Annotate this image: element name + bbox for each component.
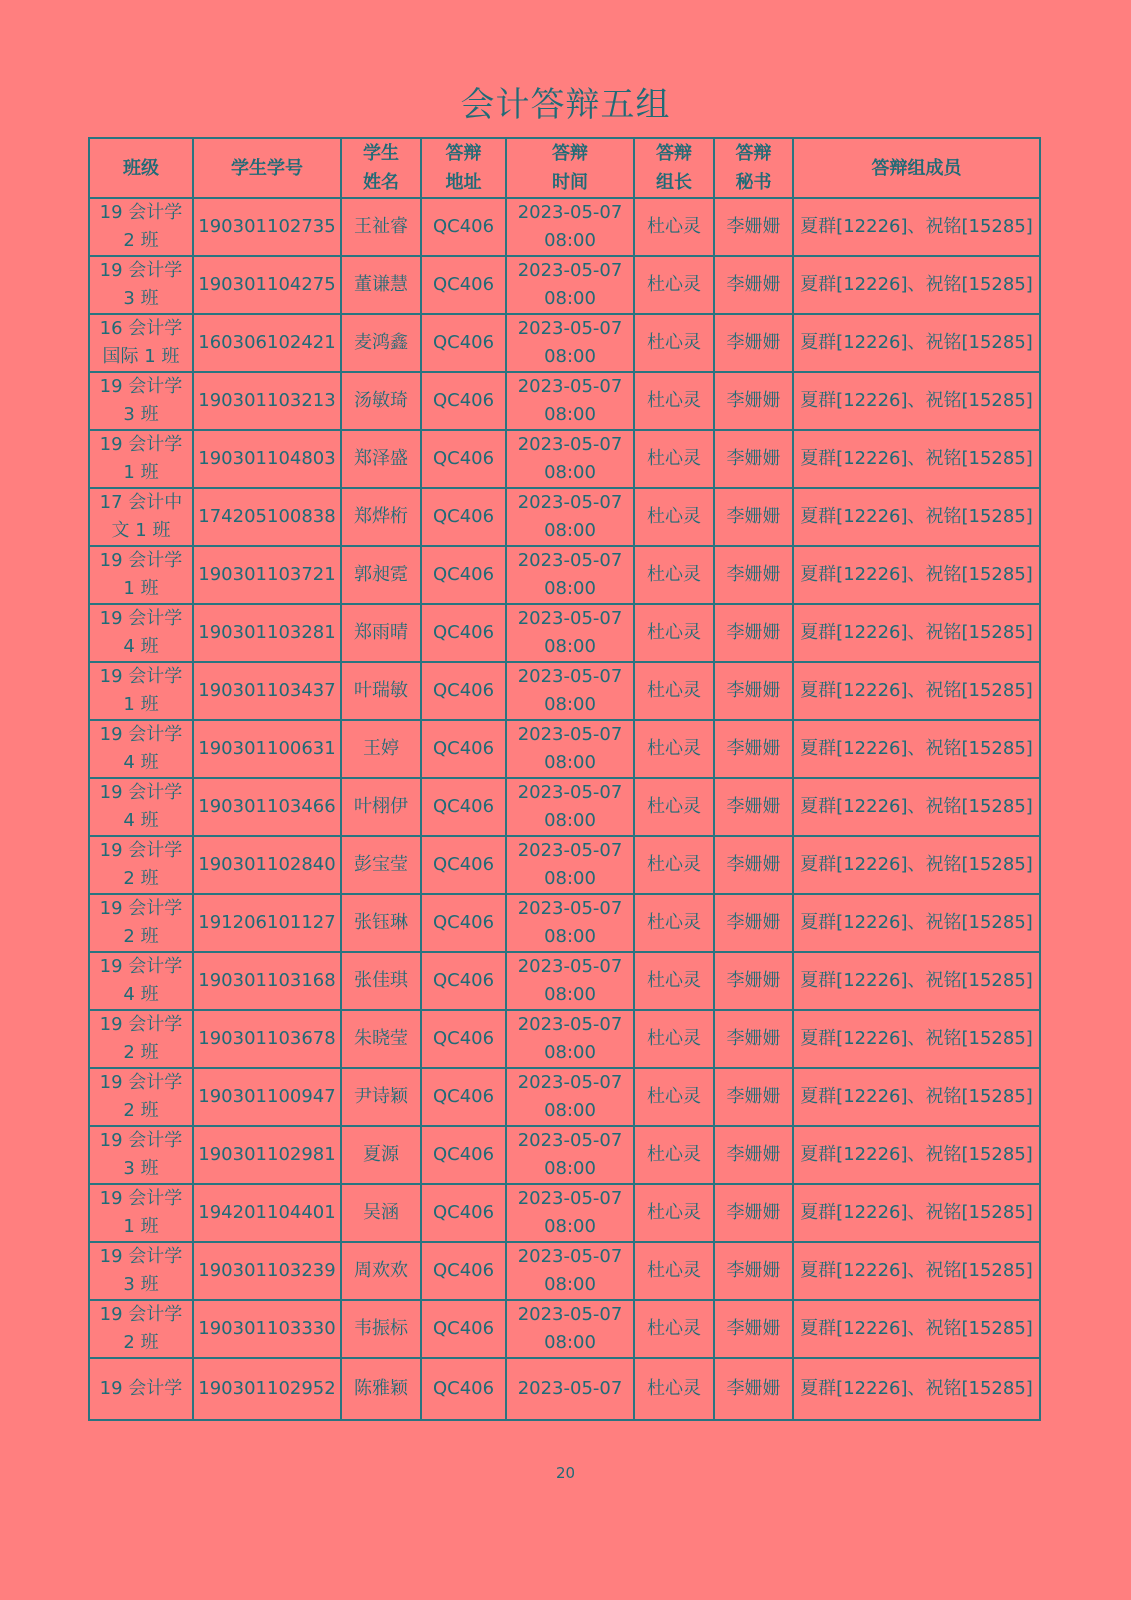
cell-time: 2023-05-07 08:00 <box>506 778 634 836</box>
table-header-row <box>89 138 1040 198</box>
cell-leader: 杜心灵 <box>634 1010 714 1068</box>
table-row <box>89 952 1040 1010</box>
cell-members: 夏群[12226]、祝铭[15285] <box>793 894 1040 952</box>
cell-time: 2023-05-07 08:00 <box>506 1068 634 1126</box>
cell-student-id: 190301102840 <box>193 836 341 894</box>
cell-members: 夏群[12226]、祝铭[15285] <box>793 546 1040 604</box>
cell-class: 19 会计学 2 班 <box>89 894 193 952</box>
cell-leader: 杜心灵 <box>634 1358 714 1420</box>
cell-secretary: 李姗姗 <box>714 546 793 604</box>
cell-student-name: 汤敏琦 <box>341 372 421 430</box>
cell-leader: 杜心灵 <box>634 488 714 546</box>
cell-members: 夏群[12226]、祝铭[15285] <box>793 256 1040 314</box>
cell-leader: 杜心灵 <box>634 604 714 662</box>
cell-location: QC406 <box>421 372 506 430</box>
cell-leader: 杜心灵 <box>634 1242 714 1300</box>
cell-location: QC406 <box>421 836 506 894</box>
cell-leader: 杜心灵 <box>634 314 714 372</box>
cell-student-id: 190301102952 <box>193 1358 341 1420</box>
cell-location: QC406 <box>421 546 506 604</box>
cell-student-name: 彭宝莹 <box>341 836 421 894</box>
cell-student-name: 郭昶霓 <box>341 546 421 604</box>
cell-time: 2023-05-07 08:00 <box>506 198 634 256</box>
table-row <box>89 1358 1040 1420</box>
page-title: 会计答辩五组 <box>460 85 671 125</box>
cell-leader: 杜心灵 <box>634 720 714 778</box>
cell-time: 2023-05-07 08:00 <box>506 1126 634 1184</box>
cell-class: 19 会计学 1 班 <box>89 430 193 488</box>
cell-time: 2023-05-07 08:00 <box>506 256 634 314</box>
cell-student-name: 麦鸿鑫 <box>341 314 421 372</box>
cell-location: QC406 <box>421 894 506 952</box>
cell-student-id: 191206101127 <box>193 894 341 952</box>
cell-student-name: 陈雅颖 <box>341 1358 421 1420</box>
cell-time: 2023-05-07 08:00 <box>506 1242 634 1300</box>
cell-student-name: 郑泽盛 <box>341 430 421 488</box>
cell-student-id: 190301102735 <box>193 198 341 256</box>
header-student-id: 学生学号 <box>193 138 341 198</box>
header-leader: 答辩 组长 <box>634 138 714 198</box>
cell-location: QC406 <box>421 720 506 778</box>
cell-location: QC406 <box>421 604 506 662</box>
cell-secretary: 李姗姗 <box>714 1300 793 1358</box>
table-row <box>89 1010 1040 1068</box>
cell-secretary: 李姗姗 <box>714 488 793 546</box>
table-row <box>89 430 1040 488</box>
cell-student-id: 190301103437 <box>193 662 341 720</box>
cell-members: 夏群[12226]、祝铭[15285] <box>793 604 1040 662</box>
header-time: 答辩 时间 <box>506 138 634 198</box>
cell-location: QC406 <box>421 778 506 836</box>
cell-student-id: 190301103678 <box>193 1010 341 1068</box>
cell-class: 17 会计中 文 1 班 <box>89 488 193 546</box>
table-row <box>89 836 1040 894</box>
cell-members: 夏群[12226]、祝铭[15285] <box>793 1068 1040 1126</box>
cell-time: 2023-05-07 08:00 <box>506 372 634 430</box>
cell-secretary: 李姗姗 <box>714 778 793 836</box>
cell-time: 2023-05-07 08:00 <box>506 662 634 720</box>
cell-student-name: 夏源 <box>341 1126 421 1184</box>
cell-student-id: 190301103466 <box>193 778 341 836</box>
cell-secretary: 李姗姗 <box>714 256 793 314</box>
cell-class: 19 会计学 2 班 <box>89 198 193 256</box>
cell-time: 2023-05-07 <box>506 1358 634 1420</box>
cell-student-name: 吴涵 <box>341 1184 421 1242</box>
cell-members: 夏群[12226]、祝铭[15285] <box>793 488 1040 546</box>
cell-time: 2023-05-07 08:00 <box>506 1300 634 1358</box>
cell-student-id: 190301103281 <box>193 604 341 662</box>
page-number: 20 <box>555 1464 576 1482</box>
cell-class: 19 会计学 1 班 <box>89 1184 193 1242</box>
header-student-name: 学生 姓名 <box>341 138 421 198</box>
cell-time: 2023-05-07 08:00 <box>506 1010 634 1068</box>
cell-student-id: 160306102421 <box>193 314 341 372</box>
cell-student-id: 194201104401 <box>193 1184 341 1242</box>
cell-secretary: 李姗姗 <box>714 1184 793 1242</box>
cell-leader: 杜心灵 <box>634 836 714 894</box>
cell-leader: 杜心灵 <box>634 894 714 952</box>
cell-student-id: 190301104275 <box>193 256 341 314</box>
cell-student-name: 叶瑞敏 <box>341 662 421 720</box>
cell-members: 夏群[12226]、祝铭[15285] <box>793 836 1040 894</box>
cell-secretary: 李姗姗 <box>714 430 793 488</box>
cell-time: 2023-05-07 08:00 <box>506 604 634 662</box>
cell-location: QC406 <box>421 256 506 314</box>
table-row <box>89 1242 1040 1300</box>
cell-class: 19 会计学 1 班 <box>89 662 193 720</box>
cell-location: QC406 <box>421 1242 506 1300</box>
cell-class: 19 会计学 3 班 <box>89 256 193 314</box>
cell-student-id: 190301104803 <box>193 430 341 488</box>
cell-location: QC406 <box>421 1126 506 1184</box>
cell-time: 2023-05-07 08:00 <box>506 720 634 778</box>
cell-class: 19 会计学 4 班 <box>89 720 193 778</box>
cell-time: 2023-05-07 08:00 <box>506 894 634 952</box>
cell-class: 19 会计学 2 班 <box>89 836 193 894</box>
cell-leader: 杜心灵 <box>634 1068 714 1126</box>
cell-leader: 杜心灵 <box>634 1300 714 1358</box>
table-row <box>89 604 1040 662</box>
cell-members: 夏群[12226]、祝铭[15285] <box>793 1242 1040 1300</box>
cell-location: QC406 <box>421 1010 506 1068</box>
cell-secretary: 李姗姗 <box>714 1358 793 1420</box>
cell-location: QC406 <box>421 1358 506 1420</box>
table-row <box>89 1068 1040 1126</box>
cell-members: 夏群[12226]、祝铭[15285] <box>793 430 1040 488</box>
cell-members: 夏群[12226]、祝铭[15285] <box>793 1126 1040 1184</box>
cell-class: 16 会计学 国际 1 班 <box>89 314 193 372</box>
cell-members: 夏群[12226]、祝铭[15285] <box>793 1184 1040 1242</box>
cell-secretary: 李姗姗 <box>714 662 793 720</box>
cell-location: QC406 <box>421 1068 506 1126</box>
cell-student-id: 190301103330 <box>193 1300 341 1358</box>
table-row <box>89 1300 1040 1358</box>
cell-leader: 杜心灵 <box>634 372 714 430</box>
cell-secretary: 李姗姗 <box>714 1010 793 1068</box>
cell-secretary: 李姗姗 <box>714 894 793 952</box>
cell-location: QC406 <box>421 952 506 1010</box>
table-row <box>89 1126 1040 1184</box>
cell-student-id: 190301103213 <box>193 372 341 430</box>
table-row <box>89 778 1040 836</box>
cell-class: 19 会计学 2 班 <box>89 1300 193 1358</box>
table-row <box>89 546 1040 604</box>
cell-student-name: 朱晓莹 <box>341 1010 421 1068</box>
cell-location: QC406 <box>421 662 506 720</box>
cell-time: 2023-05-07 08:00 <box>506 314 634 372</box>
table-row <box>89 314 1040 372</box>
cell-class: 19 会计学 3 班 <box>89 372 193 430</box>
cell-student-id: 190301100631 <box>193 720 341 778</box>
cell-student-name: 郑雨晴 <box>341 604 421 662</box>
cell-secretary: 李姗姗 <box>714 314 793 372</box>
cell-leader: 杜心灵 <box>634 256 714 314</box>
cell-members: 夏群[12226]、祝铭[15285] <box>793 1010 1040 1068</box>
cell-student-name: 韦振标 <box>341 1300 421 1358</box>
header-secretary: 答辩 秘书 <box>714 138 793 198</box>
cell-student-name: 郑烨桁 <box>341 488 421 546</box>
cell-student-id: 190301103168 <box>193 952 341 1010</box>
cell-leader: 杜心灵 <box>634 952 714 1010</box>
cell-student-id: 190301102981 <box>193 1126 341 1184</box>
cell-class: 19 会计学 2 班 <box>89 1068 193 1126</box>
cell-class: 19 会计学 3 班 <box>89 1242 193 1300</box>
cell-secretary: 李姗姗 <box>714 198 793 256</box>
cell-location: QC406 <box>421 430 506 488</box>
cell-time: 2023-05-07 08:00 <box>506 488 634 546</box>
cell-leader: 杜心灵 <box>634 778 714 836</box>
cell-student-name: 董谦慧 <box>341 256 421 314</box>
cell-leader: 杜心灵 <box>634 430 714 488</box>
cell-members: 夏群[12226]、祝铭[15285] <box>793 1300 1040 1358</box>
cell-members: 夏群[12226]、祝铭[15285] <box>793 720 1040 778</box>
cell-location: QC406 <box>421 488 506 546</box>
cell-student-id: 190301103239 <box>193 1242 341 1300</box>
cell-secretary: 李姗姗 <box>714 1242 793 1300</box>
cell-student-name: 张钰琳 <box>341 894 421 952</box>
cell-members: 夏群[12226]、祝铭[15285] <box>793 662 1040 720</box>
cell-location: QC406 <box>421 1184 506 1242</box>
cell-leader: 杜心灵 <box>634 1126 714 1184</box>
cell-members: 夏群[12226]、祝铭[15285] <box>793 198 1040 256</box>
cell-secretary: 李姗姗 <box>714 720 793 778</box>
table-row <box>89 720 1040 778</box>
cell-location: QC406 <box>421 314 506 372</box>
cell-secretary: 李姗姗 <box>714 604 793 662</box>
header-location: 答辩 地址 <box>421 138 506 198</box>
cell-class: 19 会计学 4 班 <box>89 952 193 1010</box>
cell-location: QC406 <box>421 198 506 256</box>
cell-location: QC406 <box>421 1300 506 1358</box>
cell-class: 19 会计学 2 班 <box>89 1010 193 1068</box>
cell-class: 19 会计学 4 班 <box>89 778 193 836</box>
cell-secretary: 李姗姗 <box>714 1068 793 1126</box>
cell-student-name: 尹诗颖 <box>341 1068 421 1126</box>
cell-class: 19 会计学 1 班 <box>89 546 193 604</box>
cell-leader: 杜心灵 <box>634 662 714 720</box>
table-row <box>89 372 1040 430</box>
header-members: 答辩组成员 <box>793 138 1040 198</box>
cell-secretary: 李姗姗 <box>714 952 793 1010</box>
cell-class: 19 会计学 3 班 <box>89 1126 193 1184</box>
table-row <box>89 256 1040 314</box>
cell-time: 2023-05-07 08:00 <box>506 836 634 894</box>
cell-members: 夏群[12226]、祝铭[15285] <box>793 372 1040 430</box>
cell-student-id: 190301103721 <box>193 546 341 604</box>
cell-leader: 杜心灵 <box>634 546 714 604</box>
table-row <box>89 894 1040 952</box>
cell-student-name: 王祉睿 <box>341 198 421 256</box>
table-row <box>89 1184 1040 1242</box>
cell-leader: 杜心灵 <box>634 1184 714 1242</box>
cell-time: 2023-05-07 08:00 <box>506 430 634 488</box>
cell-time: 2023-05-07 08:00 <box>506 952 634 1010</box>
table-row <box>89 198 1040 256</box>
cell-student-id: 190301100947 <box>193 1068 341 1126</box>
cell-secretary: 李姗姗 <box>714 372 793 430</box>
cell-time: 2023-05-07 08:00 <box>506 1184 634 1242</box>
table-row <box>89 662 1040 720</box>
defense-schedule-table <box>88 137 1041 1421</box>
cell-student-name: 张佳琪 <box>341 952 421 1010</box>
cell-class: 19 会计学 <box>89 1358 193 1420</box>
cell-members: 夏群[12226]、祝铭[15285] <box>793 1358 1040 1420</box>
cell-student-name: 叶栩伊 <box>341 778 421 836</box>
cell-leader: 杜心灵 <box>634 198 714 256</box>
cell-student-id: 174205100838 <box>193 488 341 546</box>
cell-members: 夏群[12226]、祝铭[15285] <box>793 314 1040 372</box>
cell-secretary: 李姗姗 <box>714 836 793 894</box>
cell-time: 2023-05-07 08:00 <box>506 546 634 604</box>
cell-members: 夏群[12226]、祝铭[15285] <box>793 952 1040 1010</box>
cell-student-name: 王婷 <box>341 720 421 778</box>
cell-student-name: 周欢欢 <box>341 1242 421 1300</box>
header-class: 班级 <box>89 138 193 198</box>
cell-secretary: 李姗姗 <box>714 1126 793 1184</box>
cell-members: 夏群[12226]、祝铭[15285] <box>793 778 1040 836</box>
table-row <box>89 488 1040 546</box>
cell-class: 19 会计学 4 班 <box>89 604 193 662</box>
